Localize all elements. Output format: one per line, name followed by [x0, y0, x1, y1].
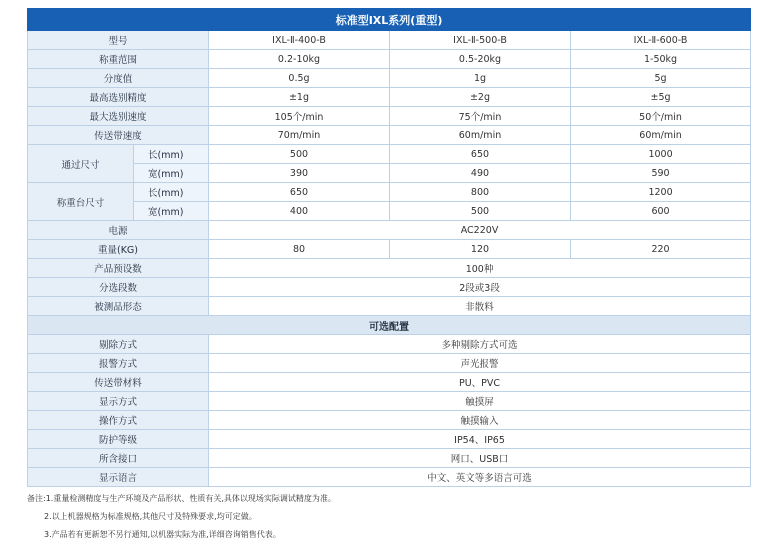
note-line: 备注:1.重量检测精度与生产环境及产品形状、性质有关,具体以现场实际调试精度为准。 [27, 494, 336, 503]
value-cell: ±5g [571, 88, 751, 107]
option-value: 声光报警 [209, 354, 751, 373]
model-cell: IXL-Ⅱ-600-B [571, 31, 751, 50]
optional-section-title: 可选配置 [28, 316, 751, 335]
value-cell: 0.5-20kg [390, 50, 571, 69]
note-line: 2.以上机器规格为标准规格,其他尺寸及特殊要求,均可定做。 [44, 512, 257, 521]
value-cell: 1000 [571, 145, 751, 164]
option-value: 多种剔除方式可选 [209, 335, 751, 354]
power-value: AC220V [209, 221, 751, 240]
value-cell: 400 [209, 202, 390, 221]
weight-label: 重量(KG) [28, 240, 209, 259]
value-cell: 1200 [571, 183, 751, 202]
value-cell: 500 [209, 145, 390, 164]
value-cell: 650 [209, 183, 390, 202]
value-cell: 0.2-10kg [209, 50, 390, 69]
row-label: 分选段数 [28, 278, 209, 297]
sub-label: 长(mm) [134, 183, 209, 202]
value-cell: 1g [390, 69, 571, 88]
row-label: 分度值 [28, 69, 209, 88]
option-label: 传送带材料 [28, 373, 209, 392]
value-cell: 5g [571, 69, 751, 88]
value-cell: 650 [390, 145, 571, 164]
value-cell: 50个/min [571, 107, 751, 126]
sub-label: 宽(mm) [134, 164, 209, 183]
value-cell: 800 [390, 183, 571, 202]
value-cell: 100种 [209, 259, 751, 278]
option-value: 触摸屏 [209, 392, 751, 411]
spec-table-container [27, 8, 750, 487]
value-cell: 70m/min [209, 126, 390, 145]
model-cell: IXL-Ⅱ-500-B [390, 31, 571, 50]
value-cell: 0.5g [209, 69, 390, 88]
value-cell: 220 [571, 240, 751, 259]
platform-size-label: 称重台尺寸 [28, 183, 134, 221]
option-value: IP54、IP65 [209, 430, 751, 449]
option-value: PU、PVC [209, 373, 751, 392]
option-label: 显示语言 [28, 468, 209, 487]
sub-label: 宽(mm) [134, 202, 209, 221]
row-label: 传送带速度 [28, 126, 209, 145]
value-cell: 1-50kg [571, 50, 751, 69]
power-label: 电源 [28, 221, 209, 240]
pass-size-label: 通过尺寸 [28, 145, 134, 183]
value-cell: 60m/min [571, 126, 751, 145]
value-cell: 120 [390, 240, 571, 259]
model-label: 型号 [28, 31, 209, 50]
row-label: 最高选别精度 [28, 88, 209, 107]
value-cell: 500 [390, 202, 571, 221]
option-label: 显示方式 [28, 392, 209, 411]
table-title: 标准型IXL系列(重型) [28, 9, 751, 31]
value-cell: ±1g [209, 88, 390, 107]
option-label: 防护等级 [28, 430, 209, 449]
value-cell: 60m/min [390, 126, 571, 145]
option-label: 报警方式 [28, 354, 209, 373]
option-value: 中文、英文等多语言可选 [209, 468, 751, 487]
row-label: 被测品形态 [28, 297, 209, 316]
row-label: 称重范围 [28, 50, 209, 69]
option-label: 操作方式 [28, 411, 209, 430]
option-label: 所含接口 [28, 449, 209, 468]
value-cell: 非散料 [209, 297, 751, 316]
note-line: 3.产品若有更新恕不另行通知,以机器实际为准,详细咨询销售代表。 [44, 530, 281, 539]
option-label: 剔除方式 [28, 335, 209, 354]
value-cell: 75个/min [390, 107, 571, 126]
sub-label: 长(mm) [134, 145, 209, 164]
value-cell: ±2g [390, 88, 571, 107]
value-cell: 105个/min [209, 107, 390, 126]
option-value: 网口、USB口 [209, 449, 751, 468]
value-cell: 490 [390, 164, 571, 183]
model-cell: IXL-Ⅱ-400-B [209, 31, 390, 50]
row-label: 最大选别速度 [28, 107, 209, 126]
value-cell: 600 [571, 202, 751, 221]
spec-table [27, 8, 751, 487]
notes [27, 490, 336, 544]
value-cell: 80 [209, 240, 390, 259]
value-cell: 2段或3段 [209, 278, 751, 297]
row-label: 产品预设数 [28, 259, 209, 278]
option-value: 触摸输入 [209, 411, 751, 430]
value-cell: 590 [571, 164, 751, 183]
value-cell: 390 [209, 164, 390, 183]
